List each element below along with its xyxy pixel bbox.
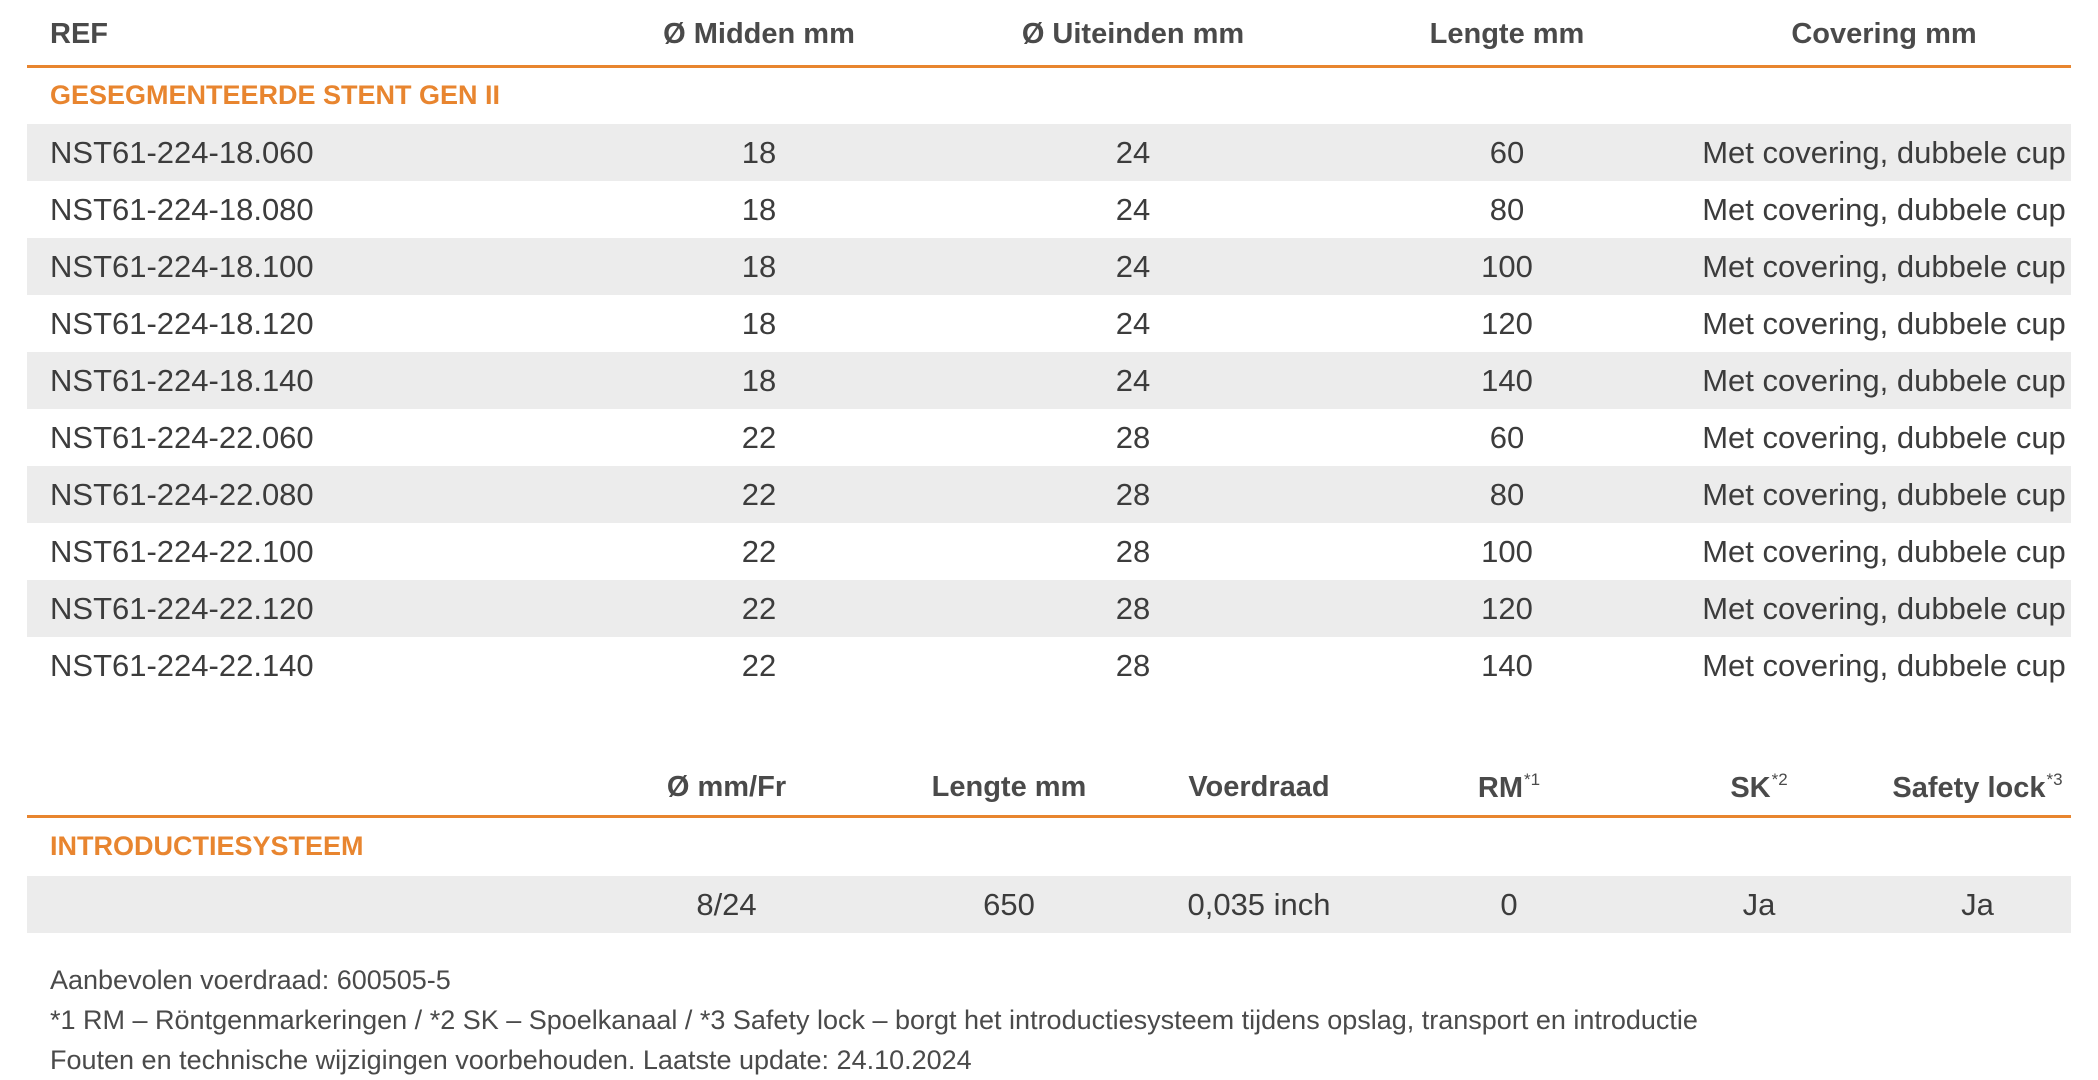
cell-midden: 18 [741, 134, 777, 170]
cell-lengte: 650 [983, 886, 1035, 922]
cell-lengte: 140 [1481, 647, 1533, 683]
cell-midden: 18 [741, 362, 777, 398]
section-title: GESEGMENTEERDE STENT GEN II [50, 80, 501, 111]
cell-lengte: 100 [1481, 248, 1533, 284]
cell-uiteinden: 28 [1115, 419, 1151, 455]
cell-lengte: 80 [1489, 191, 1525, 227]
table-row [27, 637, 2071, 694]
cell-midden: 22 [741, 590, 777, 626]
cell-midden: 18 [741, 305, 777, 341]
table-row [27, 181, 2071, 238]
cell-midden: 22 [741, 476, 777, 512]
footnote-marker-1: *1 [1524, 769, 1541, 789]
footnote-disclaimer: Fouten en technische wijzigingen voorbehouden. Laatste update: 24.10.2024 [50, 1045, 972, 1075]
cell-ref: NST61-224-18.100 [50, 248, 314, 284]
cell-covering: Met covering, dubbele cup [1702, 362, 2066, 398]
cell-midden: 22 [741, 647, 777, 683]
header-diameter: Ø mm/Fr [569, 752, 884, 816]
cell-lengte: 120 [1481, 305, 1533, 341]
cell-lengte: 140 [1481, 362, 1533, 398]
header-covering: Covering mm [1697, 0, 2071, 66]
table-row [27, 352, 2071, 409]
cell-uiteinden: 28 [1115, 647, 1151, 683]
cell-safety-lock: Ja [1961, 886, 1994, 922]
cell-midden: 22 [741, 419, 777, 455]
cell-voerdraad: 0,035 inch [1187, 886, 1331, 922]
cell-covering: Met covering, dubbele cup [1702, 248, 2066, 284]
cell-uiteinden: 28 [1115, 590, 1151, 626]
header-empty [27, 752, 569, 816]
header-rm-label: RM [1477, 771, 1524, 804]
cell-covering: Met covering, dubbele cup [1702, 533, 2066, 569]
cell-lengte: 120 [1481, 590, 1533, 626]
footnote-marker-3: *3 [2046, 769, 2063, 789]
cell-midden: 18 [741, 248, 777, 284]
table-row [27, 238, 2071, 295]
cell-covering: Met covering, dubbele cup [1702, 305, 2066, 341]
cell-ref: NST61-224-22.140 [50, 647, 314, 683]
introduction-table-header [27, 752, 2071, 816]
cell-ref: NST61-224-18.080 [50, 191, 314, 227]
section-heading-stent [27, 66, 2071, 124]
cell-ref: NST61-224-22.120 [50, 590, 314, 626]
cell-ref: NST61-224-18.060 [50, 134, 314, 170]
cell-ref: NST61-224-22.100 [50, 533, 314, 569]
footnote-guidewire: Aanbevolen voerdraad: 600505-5 [50, 965, 451, 995]
header-ref: REF [27, 0, 569, 66]
header-safety-lock [1884, 752, 2071, 816]
cell-lengte: 100 [1481, 533, 1533, 569]
cell-ref: NST61-224-22.060 [50, 419, 314, 455]
cell-ref: NST61-224-22.080 [50, 476, 314, 512]
cell-lengte: 60 [1489, 419, 1525, 455]
cell-uiteinden: 28 [1115, 533, 1151, 569]
cell-ref: NST61-224-18.140 [50, 362, 314, 398]
cell-midden: 22 [741, 533, 777, 569]
table-row [27, 523, 2071, 580]
cell-lengte: 60 [1489, 134, 1525, 170]
cell-covering: Met covering, dubbele cup [1702, 419, 2066, 455]
cell-covering: Met covering, dubbele cup [1702, 590, 2066, 626]
cell-uiteinden: 24 [1115, 362, 1151, 398]
introduction-system-table [27, 752, 2071, 933]
cell-covering: Met covering, dubbele cup [1702, 476, 2066, 512]
stent-table [27, 0, 2071, 694]
cell-uiteinden: 28 [1115, 476, 1151, 512]
header-lengte: Lengte mm [884, 752, 1134, 816]
table-row [27, 466, 2071, 523]
footnote-marker-2: *2 [1771, 769, 1788, 789]
stent-table-header [27, 0, 2071, 66]
cell-uiteinden: 24 [1115, 191, 1151, 227]
cell-midden: 18 [741, 191, 777, 227]
table-row [27, 580, 2071, 637]
cell-ref: NST61-224-18.120 [50, 305, 314, 341]
cell-lengte: 80 [1489, 476, 1525, 512]
header-rm [1384, 752, 1634, 816]
cell-rm: 0 [1500, 886, 1518, 922]
cell-uiteinden: 24 [1115, 248, 1151, 284]
cell-diameter: 8/24 [696, 886, 757, 922]
footnotes [50, 960, 1698, 1080]
header-sk-label: SK [1730, 771, 1771, 804]
section-title: INTRODUCTIESYSTEEM [50, 831, 364, 862]
table-row [27, 124, 2071, 181]
table-row [27, 295, 2071, 352]
cell-uiteinden: 24 [1115, 305, 1151, 341]
section-heading-introduction [27, 816, 2071, 876]
cell-uiteinden: 24 [1115, 134, 1151, 170]
table-row [27, 409, 2071, 466]
header-uiteinden: Ø Uiteinden mm [949, 0, 1317, 66]
header-sk [1634, 752, 1884, 816]
header-midden: Ø Midden mm [569, 0, 949, 66]
header-safety-lock-label: Safety lock [1892, 771, 2046, 804]
header-lengte: Lengte mm [1317, 0, 1697, 66]
cell-empty [27, 876, 569, 933]
cell-sk: Ja [1742, 886, 1776, 922]
cell-covering: Met covering, dubbele cup [1702, 134, 2066, 170]
table-row [27, 876, 2071, 933]
header-voerdraad: Voerdraad [1134, 752, 1384, 816]
cell-covering: Met covering, dubbele cup [1702, 647, 2066, 683]
footnote-legend: *1 RM – Röntgenmarkeringen / *2 SK – Spoelkanaal / *3 Safety lock – borgt het introductiesysteem tijdens opslag, transport en introductie [50, 1005, 1698, 1035]
cell-covering: Met covering, dubbele cup [1702, 191, 2066, 227]
